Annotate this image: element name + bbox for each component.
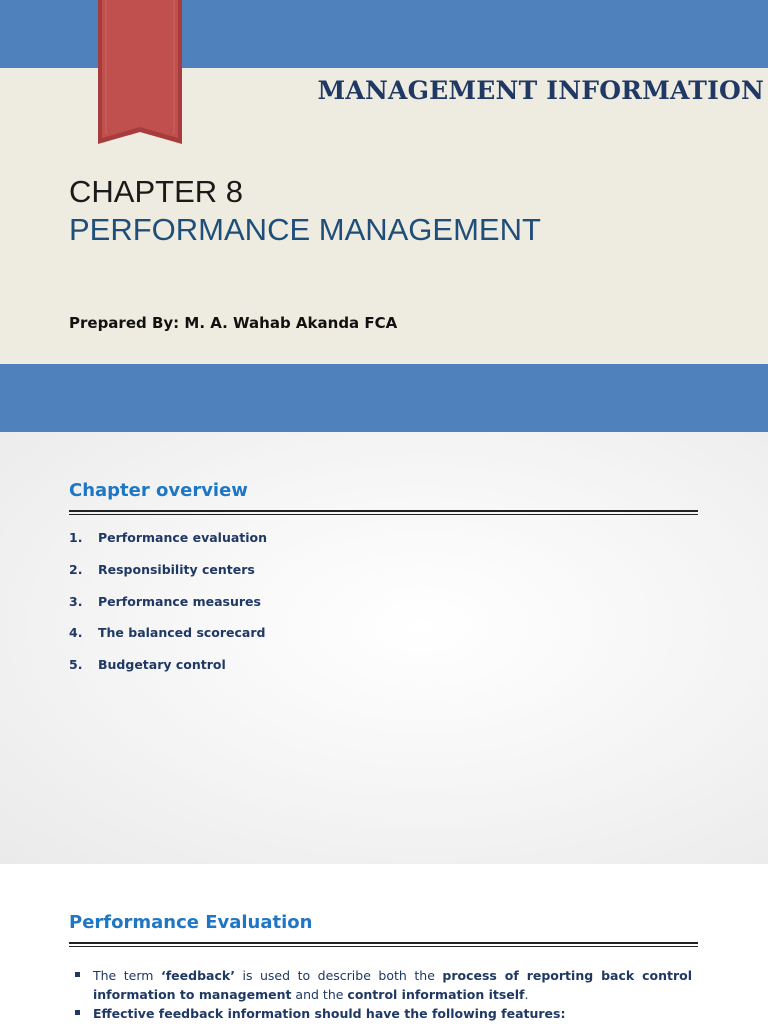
- item-label: Budgetary control: [98, 657, 226, 673]
- chapter-title: PERFORMANCE MANAGEMENT: [69, 212, 541, 247]
- item-number: 5.: [69, 657, 83, 673]
- text-run: .: [524, 987, 529, 1002]
- emphasis-text: process of reporting back control information to management: [93, 968, 692, 1002]
- item-number: 3.: [69, 593, 83, 609]
- emphasis-text: control information itself: [347, 987, 525, 1002]
- heading-divider: [69, 942, 698, 948]
- heading-divider: [69, 510, 698, 516]
- overview-slide: [0, 432, 768, 864]
- chapter-number: CHAPTER 8: [69, 174, 243, 209]
- item-label: Performance measures: [98, 593, 261, 609]
- text-run: The term: [93, 968, 161, 983]
- item-label: Performance evaluation: [98, 530, 268, 545]
- item-label: The balanced scorecard: [98, 625, 266, 641]
- bottom-band: [0, 364, 768, 432]
- overview-heading: Chapter overview: [69, 480, 248, 501]
- text-run: is used to describe both the: [234, 968, 443, 983]
- title-slide: [0, 0, 768, 432]
- header-title: MANAGEMENT INFORMATION: [317, 76, 764, 105]
- item-number: 1.: [69, 530, 83, 545]
- list-item: [69, 530, 267, 562]
- list-item: [69, 594, 267, 626]
- prepared-by: Prepared By: M. A. Wahab Akanda FCA: [69, 314, 398, 332]
- term-feedback: ‘feedback’: [161, 968, 235, 983]
- item-number: 2.: [69, 561, 83, 577]
- section-heading: Performance Evaluation: [69, 912, 313, 933]
- overview-list: [69, 530, 267, 689]
- bullet-list: [74, 966, 692, 1023]
- item-number: 4.: [69, 625, 83, 641]
- performance-evaluation-slide: [0, 864, 768, 1024]
- list-item: [69, 625, 267, 657]
- bookmark-ribbon-icon: [98, 0, 182, 146]
- item-label: Responsibility centers: [98, 561, 255, 577]
- bullet-item: Effective feedback information should have the following features:: [74, 1004, 692, 1023]
- list-item: [69, 657, 267, 689]
- bullet-item: [74, 966, 692, 1004]
- text-run: and the: [291, 987, 348, 1002]
- list-item: [69, 562, 267, 594]
